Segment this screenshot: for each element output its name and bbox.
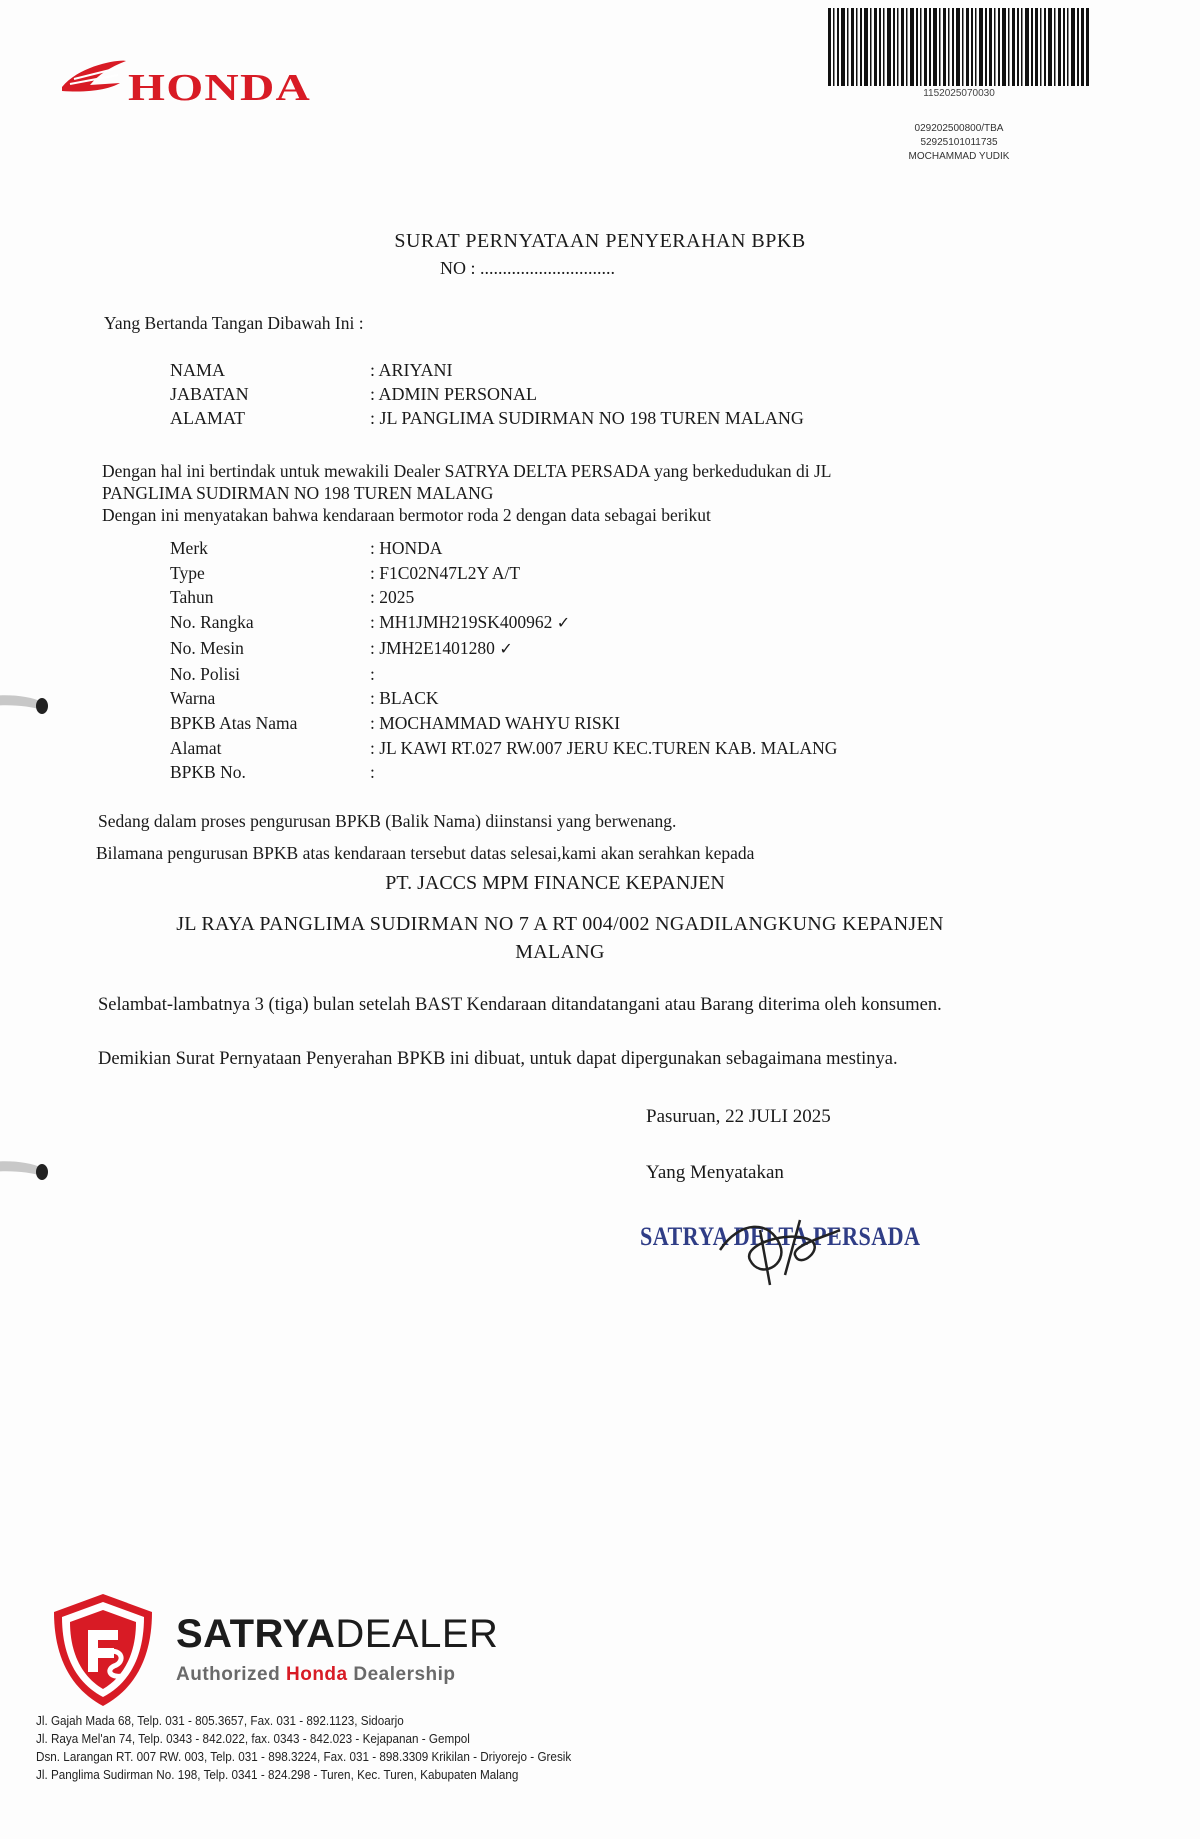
check-mark-icon: ✓: [499, 638, 513, 658]
dealer-brand: [176, 1612, 498, 1657]
tagline-pre: Authorized: [176, 1664, 286, 1685]
field-label: No. Mesin: [170, 637, 244, 658]
signer-row: [170, 382, 950, 406]
finance-company-address: [110, 910, 1010, 966]
field-label: No. Polisi: [170, 663, 241, 684]
field-label: NAMA: [170, 360, 226, 380]
closing-text: Demikian Surat Pernyataan Penyerahan BPKB ini dibuat, untuk dapat dipergunakan sebagaimana mestinya.: [98, 1049, 898, 1069]
barcode-icon: [828, 8, 1090, 86]
field-value: : 2025: [370, 587, 415, 608]
address-line: Jl. Panglima Sudirman No. 198, Telp. 0341 - 824.298 - Turen, Kec. Turen, Kabupaten Malang: [36, 1767, 519, 1782]
tagline-post: Dealership: [347, 1664, 456, 1685]
tagline-honda: Honda: [286, 1664, 348, 1685]
field-value: : JMH2E1401280: [370, 637, 495, 658]
vehicle-row: [170, 736, 990, 761]
field-value: : ARIYANI: [370, 360, 453, 380]
handover-text: Bilamana pengurusan BPKB atas kendaraan tersebut datas selesai,kami akan serahkan kepada: [96, 843, 755, 863]
dealer-addresses: [36, 1712, 571, 1784]
field-value: : MOCHAMMAD WAHYU RISKI: [370, 712, 621, 733]
vehicle-row: [170, 760, 990, 785]
field-value: : MH1JMH219SK400962: [370, 612, 553, 633]
deadline-text: Selambat-lambatnya 3 (tiga) bulan setelah BAST Kendaraan ditandatangani atau Barang diterima oleh konsumen.: [98, 995, 942, 1015]
statement-line: PANGLIMA SUDIRMAN NO 198 TUREN MALANG: [102, 483, 494, 503]
vehicle-row: [170, 636, 990, 662]
vehicle-row: [170, 536, 990, 561]
vehicle-row: [170, 662, 990, 687]
check-mark-icon: ✓: [556, 613, 571, 633]
document-number: NO : ..............................: [440, 258, 615, 278]
field-value: : JL PANGLIMA SUDIRMAN NO 198 TUREN MALANG: [370, 408, 804, 428]
statement-paragraph: [102, 460, 1002, 526]
barcode-number: 1152025070030: [923, 88, 995, 99]
declarant-label: Yang Menyatakan: [646, 1162, 784, 1183]
field-value: : BLACK: [370, 688, 439, 709]
address-line: MALANG: [515, 941, 605, 963]
address-line: JL RAYA PANGLIMA SUDIRMAN NO 7 A RT 004/002 NGADILANGKUNG KEPANJEN: [176, 913, 944, 935]
vehicle-row: [170, 610, 990, 636]
address-line: Jl. Raya Mel'an 74, Telp. 0343 - 842.022, fax. 0343 - 842.023 - Kejapanan - Gempol: [36, 1731, 470, 1746]
vehicle-row: [170, 585, 990, 610]
barcode-ref-line: 52925101011735: [920, 137, 998, 148]
signer-row: [170, 358, 950, 382]
honda-wordmark: HONDA: [128, 67, 312, 109]
field-value: :: [370, 663, 375, 684]
binder-clip-mark: [0, 1156, 60, 1182]
field-label: BPKB Atas Nama: [170, 712, 298, 733]
dealer-tagline: [176, 1664, 456, 1686]
brand-light: DEALER: [335, 1612, 499, 1656]
field-label: BPKB No.: [170, 762, 246, 783]
barcode-ref-line: 029202500800/TBA: [914, 123, 1004, 134]
field-value: : F1C02N47L2Y A/T: [370, 562, 521, 583]
statement-line: Dengan ini menyatakan bahwa kendaraan bermotor roda 2 dengan data sebagai berikut: [102, 505, 711, 525]
field-label: Type: [170, 562, 205, 583]
intro-text: Yang Bertanda Tangan Dibawah Ini :: [104, 313, 364, 333]
vehicle-row: [170, 686, 990, 711]
field-label: ALAMAT: [170, 408, 245, 428]
barcode-ref-line: MOCHAMMAD YUDIK: [908, 151, 1010, 162]
statement-line: Dengan hal ini bertindak untuk mewakili Dealer SATRYA DELTA PERSADA yang berkedudukan di JL: [102, 461, 832, 481]
process-text: Sedang dalam proses pengurusan BPKB (Balik Nama) diinstansi yang berwenang.: [98, 811, 677, 831]
barcode-reference: [828, 122, 1090, 164]
field-label: No. Rangka: [170, 612, 254, 633]
field-value: : ADMIN PERSONAL: [370, 384, 538, 404]
field-value: :: [370, 762, 375, 783]
signer-details: [170, 358, 950, 430]
finance-company-name: PT. JACCS MPM FINANCE KEPANJEN: [385, 872, 725, 894]
place-date: Pasuruan, 22 JULI 2025: [646, 1106, 831, 1127]
vehicle-row: [170, 711, 990, 736]
field-value: : JL KAWI RT.027 RW.007 JERU KEC.TUREN KAB. MALANG: [370, 737, 838, 758]
vehicle-row: [170, 561, 990, 586]
field-label: Warna: [170, 688, 216, 709]
field-label: Merk: [170, 538, 208, 558]
field-label: Alamat: [170, 737, 222, 758]
dealer-stamp: SATRYA DELTA PERSADA: [640, 1222, 921, 1251]
brand-bold: SATRYA: [176, 1612, 336, 1656]
satrya-shield-logo: [48, 1590, 158, 1710]
signer-row: [170, 406, 950, 430]
field-value: : HONDA: [370, 538, 443, 558]
address-line: Jl. Gajah Mada 68, Telp. 031 - 805.3657, Fax. 031 - 892.1123, Sidoarjo: [36, 1713, 404, 1728]
field-label: Tahun: [170, 587, 214, 608]
document-title: SURAT PERNYATAAN PENYERAHAN BPKB: [394, 230, 806, 252]
signature-icon: [700, 1200, 870, 1290]
binder-clip-mark: [0, 690, 60, 716]
vehicle-details: [170, 536, 990, 785]
field-label: JABATAN: [170, 384, 249, 404]
address-line: Dsn. Larangan RT. 007 RW. 003, Telp. 031 - 898.3224, Fax. 031 - 898.3309 Krikilan - Driyorejo - Gresik: [36, 1749, 572, 1764]
